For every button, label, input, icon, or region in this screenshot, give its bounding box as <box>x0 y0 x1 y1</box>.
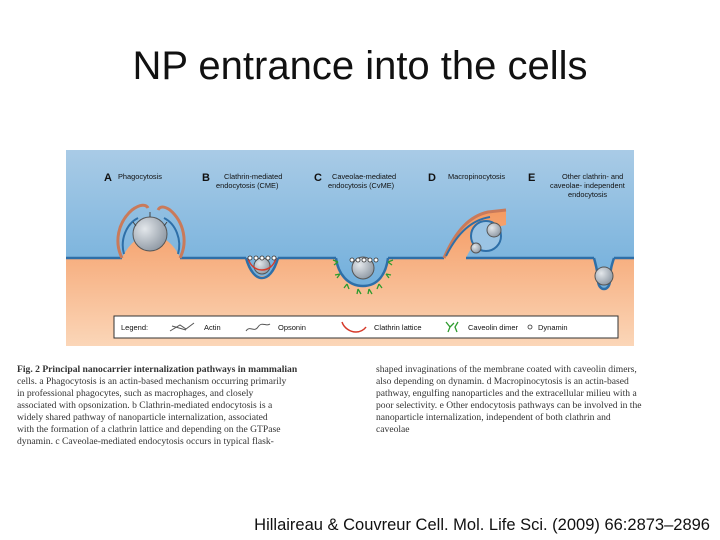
svg-text:caveolae- independent: caveolae- independent <box>550 181 625 190</box>
legend-opsonin: Opsonin <box>278 323 306 332</box>
figure-legend <box>114 316 618 338</box>
caption-line: Fig. 2 Principal nanocarrier internalization pathways in mammalian <box>17 364 298 375</box>
svg-text:E: E <box>528 172 536 184</box>
figure-caption <box>17 364 713 460</box>
caption-line: cells. a Phagocytosis is an actin-based mechanism occurring primarily <box>17 376 287 387</box>
legend-clathrin: Clathrin lattice <box>374 323 422 332</box>
legend-dynamin: Dynamin <box>538 323 568 332</box>
slide-title: NP entrance into the cells <box>132 44 588 88</box>
caption-line: poor selectivity. e Other endocytosis pathways can be involved in the <box>376 400 642 411</box>
caption-line: also depending on dynamin. d Macropinocytosis is an actin-based <box>376 376 629 387</box>
svg-text:Macropinocytosis: Macropinocytosis <box>448 172 506 181</box>
svg-text:A: A <box>104 172 112 184</box>
caption-line: dynamin. c Caveolae-mediated endocytosis occurs in typical flask- <box>17 436 274 447</box>
svg-text:endocytosis (CvME): endocytosis (CvME) <box>328 181 395 190</box>
caption-column-left <box>17 364 354 448</box>
caption-line: caveolae <box>376 424 410 435</box>
caption-line: nanoparticle internalization, independent of both clathrin and <box>376 412 611 423</box>
svg-text:Phagocytosis: Phagocytosis <box>118 172 162 181</box>
legend-actin: Actin <box>204 323 221 332</box>
svg-text:D: D <box>428 172 436 184</box>
legend-title: Legend: <box>121 323 149 332</box>
caption-line: pathway, engulfing nanoparticles and the extracellular milieu with a <box>376 388 637 399</box>
caption-line: shaped invaginations of the membrane coated with caveolin dimers, <box>376 364 637 375</box>
svg-text:Caveolae-mediated: Caveolae-mediated <box>332 172 397 181</box>
caption-column-right <box>376 364 711 436</box>
endocytosis-pathways-figure <box>66 150 634 346</box>
svg-text:Clathrin-mediated: Clathrin-mediated <box>224 172 283 181</box>
caption-line: widely shared pathway of nanoparticle internalization, associated <box>17 412 268 423</box>
svg-text:Other clathrin- and: Other clathrin- and <box>562 172 624 181</box>
svg-text:endocytosis (CME): endocytosis (CME) <box>216 181 279 190</box>
citation: Hillaireau & Couvreur Cell. Mol. Life Sci. (2009) 66:2873–2896 <box>254 516 710 534</box>
svg-text:endocytosis: endocytosis <box>568 190 608 199</box>
svg-text:B: B <box>202 172 210 184</box>
caption-line: with the formation of a clathrin lattice and depending on the GTPase <box>17 424 281 435</box>
caption-line: associated with opsonization. b Clathrin-mediated endocytosis is a <box>17 400 273 411</box>
legend-dynamin-symbol <box>528 325 532 329</box>
svg-text:C: C <box>314 172 322 184</box>
caption-line: in professional phagocytes, such as macrophages, and closely <box>17 388 254 399</box>
legend-caveolin: Caveolin dimer <box>468 323 519 332</box>
